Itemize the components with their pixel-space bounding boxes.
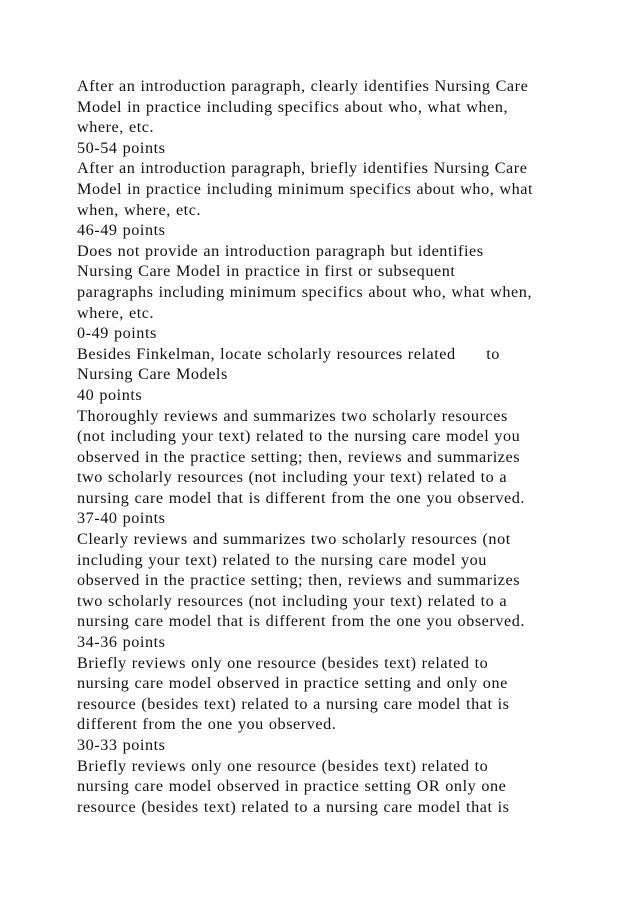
text-line: Nursing Care Model in practice in first or subsequent: [77, 262, 456, 281]
points-line: 46-49 points: [77, 221, 166, 240]
text-line: paragraphs including minimum specifics about who, what when,: [77, 282, 533, 301]
points-line: 40 points: [77, 385, 143, 404]
criterion-line: Nursing Care Models: [77, 365, 228, 384]
text-line: resource (besides text) related to a nursing care model that is: [77, 797, 510, 816]
text-line: Briefly reviews only one resource (besides text) related to: [77, 653, 489, 672]
text-line: (not including your text) related to the nursing care model you: [77, 427, 521, 446]
text-line: where, etc.: [77, 303, 155, 322]
criterion-line: Besides Finkelman, locate scholarly resources related to: [77, 344, 500, 363]
text-line: After an introduction paragraph, briefly identifies Nursing Care: [77, 159, 528, 178]
text-line: Thoroughly reviews and summarizes two scholarly resources: [77, 406, 508, 425]
text-line: nursing care model that is different from the one you observed.: [77, 612, 525, 631]
text-line: After an introduction paragraph, clearly identifies Nursing Care: [77, 77, 529, 95]
text-line: Clearly reviews and summarizes two scholarly resources (not: [77, 530, 511, 549]
text-line: observed in the practice setting; then, reviews and summarizes: [77, 571, 521, 590]
text-line: Does not provide an introduction paragraph but identifies: [77, 241, 484, 260]
points-line: 0-49 points: [77, 324, 157, 343]
text-line: nursing care model observed in practice setting OR only one: [77, 777, 507, 796]
points-line: 30-33 points: [77, 736, 166, 754]
text-line: where, etc.: [77, 118, 155, 137]
document-text: [77, 76, 622, 817]
text-line: including your text) related to the nursing care model you: [77, 550, 487, 569]
points-line: 37-40 points: [77, 509, 166, 528]
points-line: 50-54 points: [77, 138, 166, 157]
text-line: two scholarly resources (not including your text) related to a: [77, 591, 508, 610]
text-line: when, where, etc.: [77, 200, 202, 219]
points-line: 34-36 points: [77, 633, 166, 652]
text-line: resource (besides text) related to a nursing care model that is: [77, 694, 510, 713]
text-line: Model in practice including specifics about who, what when,: [77, 97, 509, 116]
text-line: Model in practice including minimum specifics about who, what: [77, 179, 534, 198]
text-line: observed in the practice setting; then, reviews and summarizes: [77, 447, 521, 466]
text-line: two scholarly resources (not including your text) related to a: [77, 468, 508, 487]
text-line: nursing care model observed in practice setting and only one: [77, 674, 508, 693]
text-line: Briefly reviews only one resource (besides text) related to: [77, 756, 489, 775]
text-line: different from the one you observed.: [77, 715, 337, 734]
text-line: nursing care model that is different from the one you observed.: [77, 488, 525, 507]
